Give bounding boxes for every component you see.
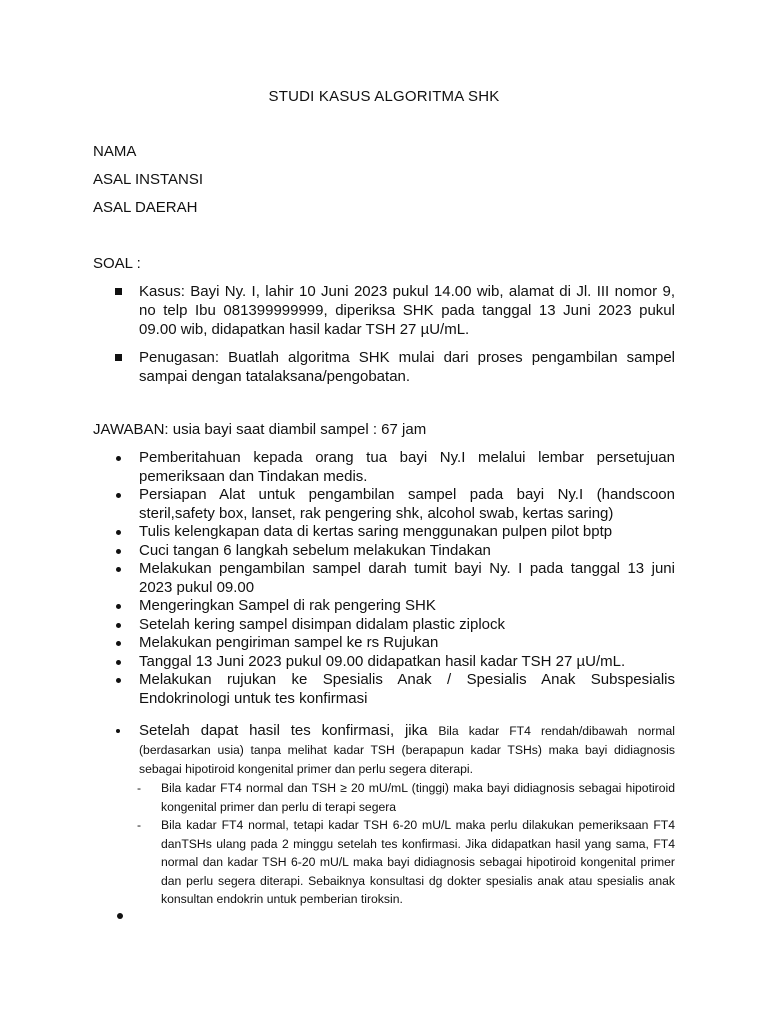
jawaban-item-text: Cuci tangan 6 langkah sebelum melakukan Tindakan	[139, 541, 491, 559]
jawaban-item-text: Persiapan Alat untuk pengambilan sampel pada bayi Ny.I (handscoon steril,safety box, lanset, rak pengering shk, alcohol swab, kertas saring)	[139, 486, 675, 522]
jawaban-item	[93, 486, 675, 523]
empty-bullet-icon	[117, 913, 123, 919]
konfirmasi-section	[93, 721, 675, 909]
soal-label: SOAL :	[93, 255, 141, 272]
jawaban-item	[93, 542, 675, 561]
bullet-icon	[116, 660, 121, 665]
field-asal-instansi: ASAL INSTANSI	[93, 171, 204, 188]
document-title: STUDI KASUS ALGORITMA SHK	[268, 88, 500, 105]
konfirmasi-sub-item	[93, 779, 675, 816]
soal-item-kasus	[93, 282, 675, 339]
jawaban-item-text: Tanggal 13 Juni 2023 pukul 09.00 didapatkan hasil kadar TSH 27 µU/mL.	[139, 652, 626, 670]
bullet-icon	[116, 549, 121, 554]
bullet-icon	[116, 604, 121, 609]
jawaban-item-text: Melakukan pengiriman sampel ke rs Rujukan	[139, 634, 439, 651]
jawaban-item	[93, 560, 675, 597]
field-nama: NAMA	[93, 143, 137, 160]
jawaban-item-text: Mengeringkan Sampel di rak pengering SHK	[139, 597, 436, 614]
soal-list	[93, 282, 675, 395]
jawaban-item	[93, 653, 675, 672]
soal-item-text: Penugasan: Buatlah algoritma SHK mulai dari proses pengambilan sampel sampai dengan tatalaksana/pengobatan.	[139, 349, 675, 385]
dash-bullet-icon: -	[137, 781, 142, 795]
bullet-icon	[116, 678, 121, 683]
jawaban-item	[93, 616, 675, 635]
jawaban-item-text: Tulis kelengkapan data di kertas saring menggunakan pulpen pilot bptp	[139, 523, 613, 540]
bullet-icon	[116, 493, 121, 498]
konfirmasi-sub-text: Bila kadar FT4 normal, tetapi kadar TSH 6-20 mU/L maka perlu dilakukan pemeriksaan FT4 danTSHs ulang pada 2 minggu setelah tes konfirmasi. Jika didapatkan hasil yang sama, FT4 normal dan kadar TSH 6-20 mU/L maka bayi didiagnosis sebagai hipotiroid kongenital primer dan perlu segera diterapi. Sebaiknya konsultasi dg dokter spesialis anak atau spesialis anak konsultan endokrin untuk pemberian tiroksin.	[161, 818, 675, 906]
bullet-icon	[116, 623, 121, 628]
jawaban-label: JAWABAN: usia bayi saat diambil sampel : 67 jam	[93, 421, 427, 438]
jawaban-item	[93, 523, 675, 542]
jawaban-item-text: Melakukan pengambilan sampel darah tumit bayi Ny. I pada tanggal 13 juni 2023 pukul 09.00	[139, 560, 675, 596]
jawaban-list	[93, 449, 675, 708]
bullet-icon	[116, 729, 120, 733]
bullet-icon	[116, 530, 121, 535]
dash-bullet-icon: -	[137, 818, 142, 832]
konfirmasi-lead: Setelah dapat hasil tes konfirmasi, jika	[139, 722, 439, 739]
bullet-icon	[116, 567, 121, 572]
konfirmasi-sub-item	[93, 816, 675, 909]
jawaban-item-text: Setelah kering sampel disimpan didalam plastic ziplock	[139, 615, 506, 633]
bullet-icon	[116, 456, 121, 461]
konfirmasi-item	[93, 721, 675, 779]
soal-item-penugasan	[93, 348, 675, 386]
square-bullet-icon	[115, 288, 122, 295]
soal-item-text: Kasus: Bayi Ny. I, lahir 10 Juni 2023 pukul 14.00 wib, alamat di Jl. III nomor 9, no telp Ibu 081399999999, diperiksa SHK pada tanggal 13 Juni 2023 pukul 09.00 wib, didapatkan hasil kadar TSH 27 µU/mL.	[139, 283, 675, 338]
konfirmasi-sub-text: Bila kadar FT4 normal dan TSH ≥ 20 mU/mL (tinggi) maka bayi didiagnosis sebagai hipotiroid kongenital primer dan perlu di terapi segera	[161, 781, 675, 814]
bullet-icon	[116, 641, 121, 646]
jawaban-item	[93, 597, 675, 616]
jawaban-item	[93, 671, 675, 708]
konfirmasi-text: Bila kadar FT4 rendah/dibawah normal (berdasarkan usia) tanpa melihat kadar TSH (berapapun kadar TSHs) maka bayi didiagnosis sebagai hipotiroid kongenital primer dan perlu segera diterapi.	[139, 724, 675, 776]
jawaban-item	[93, 449, 675, 486]
jawaban-item-text: Melakukan rujukan ke Spesialis Anak / Spesialis Anak Subspesialis Endokrinologi untuk tes konfirmasi	[139, 671, 675, 707]
jawaban-item-text: Pemberitahuan kepada orang tua bayi Ny.I melalui lembar persetujuan pemeriksaan dan Tindakan medis.	[139, 449, 675, 485]
square-bullet-icon	[115, 354, 122, 361]
field-asal-daerah: ASAL DAERAH	[93, 199, 198, 216]
jawaban-item	[93, 634, 675, 653]
